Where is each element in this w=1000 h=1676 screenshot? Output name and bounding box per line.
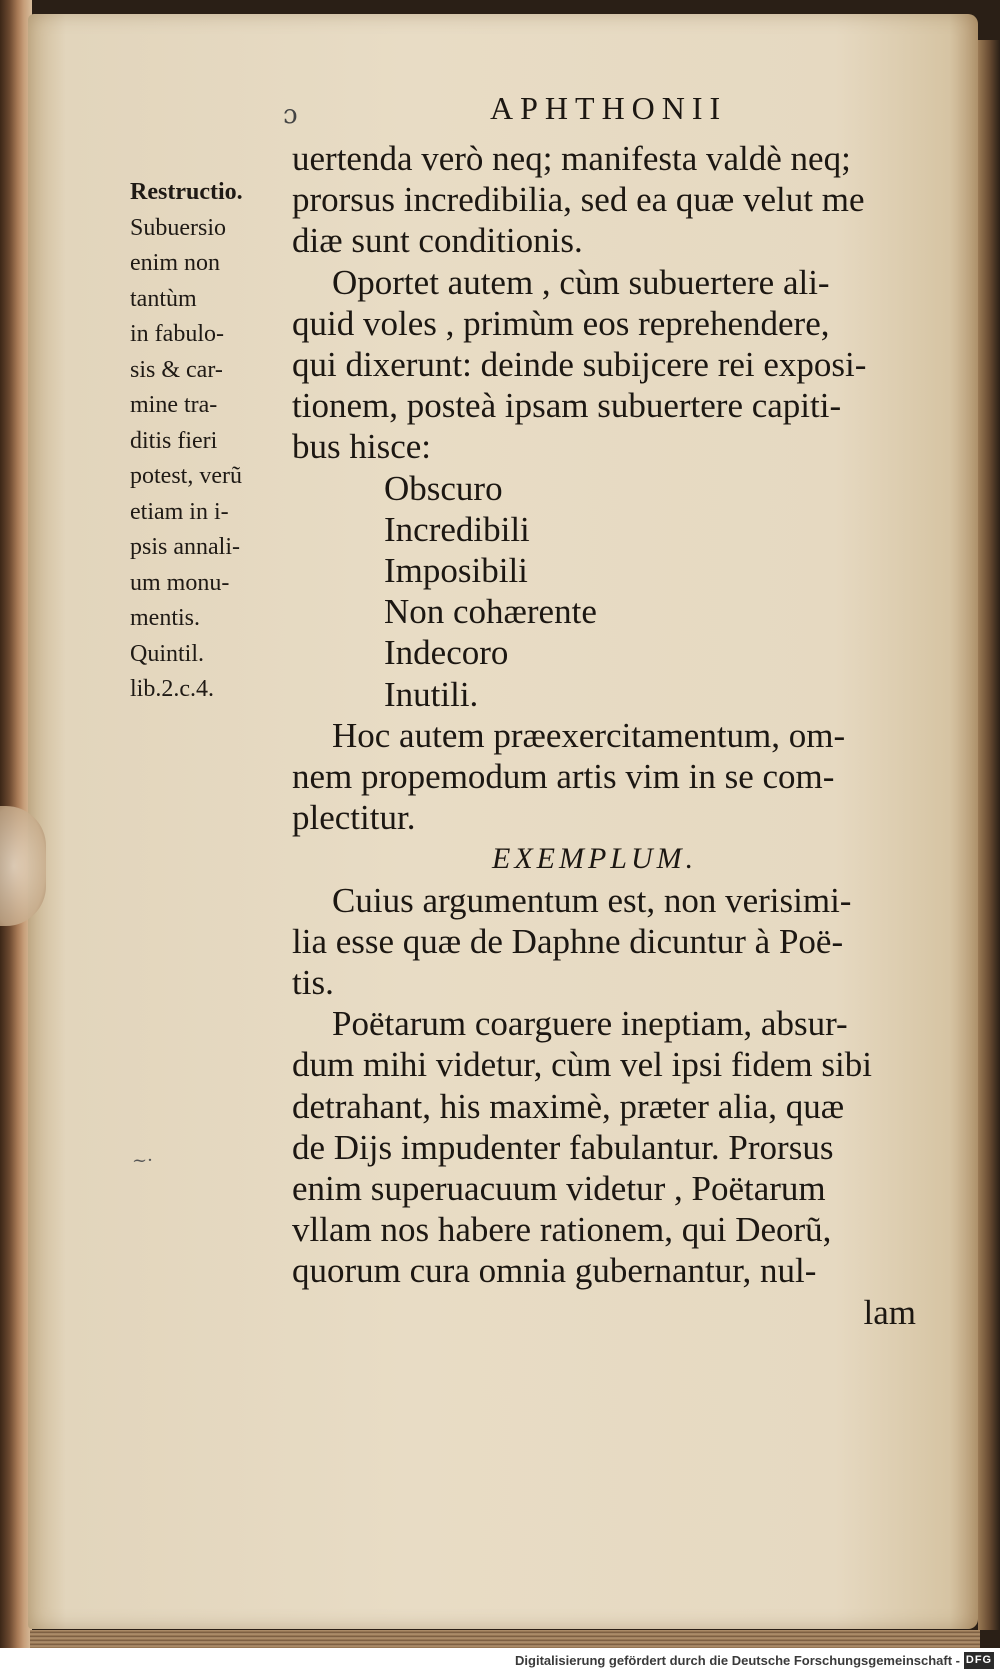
text-line: prorsus incredibilia, sed ea quæ velut me xyxy=(292,180,865,220)
funding-credit: Digitalisierung gefördert durch die Deutsche Forschungsgemeinschaft - xyxy=(515,1653,960,1668)
margin-note-line: psis annali- xyxy=(130,534,240,560)
text-line: bus hisce: xyxy=(292,427,432,467)
margin-note-line: Subuersio xyxy=(130,214,226,241)
margin-note-line: in fabulo- xyxy=(130,321,224,347)
margin-note-line: enim non xyxy=(130,250,220,276)
list-item: Inutili. xyxy=(384,674,479,714)
text-line: tionem, posteà ipsam subuertere capiti- xyxy=(292,386,842,426)
margin-note-line: lib.2.c.4. xyxy=(130,676,214,702)
margin-note-line: mentis. xyxy=(130,605,200,631)
text-line: quorum cura omnia gubernantur, nul- xyxy=(292,1251,817,1291)
text-line: Oportet autem , cùm subuertere ali- xyxy=(332,262,830,302)
text-line: vllam nos habere rationem, qui Deorũ, xyxy=(292,1210,832,1250)
running-head: APHTHONII xyxy=(490,90,728,126)
text-line: detrahant, his maximè, præter alia, quæ xyxy=(292,1086,845,1126)
text-line: Hoc autem præexercitamentum, om- xyxy=(332,715,846,755)
text-line: lia esse quæ de Daphne dicuntur à Poë- xyxy=(292,921,844,961)
text-line: dum mihi videtur, cùm vel ipsi fidem sibi xyxy=(292,1045,872,1085)
margin-note-line: potest, verũ xyxy=(130,463,242,489)
text-line: quid voles , primùm eos reprehendere, xyxy=(292,303,830,343)
margin-note-line: Quintil. xyxy=(130,640,205,667)
text-line: plectitur. xyxy=(292,798,416,838)
page-stack-edge xyxy=(30,1630,980,1648)
page-fore-edge xyxy=(978,40,1000,1630)
margin-note-line: mine tra- xyxy=(130,392,218,418)
margin-note-line: ditis fieri xyxy=(130,427,218,454)
list-item: Imposibili xyxy=(384,551,528,591)
margin-note xyxy=(130,175,290,708)
dfg-logo: DFG xyxy=(964,1652,994,1669)
catchword: lam xyxy=(863,1292,916,1332)
list-item: Non cohærente xyxy=(384,592,597,632)
text-line: diæ sunt conditionis. xyxy=(292,221,583,261)
text-line: nem propemodum artis vim in se com- xyxy=(292,757,835,797)
book-clasp xyxy=(0,806,46,926)
text-line: enim superuacuum videtur , Poëtarum xyxy=(292,1169,826,1209)
text-line: tis. xyxy=(292,963,334,1003)
margin-note-line: sis & car- xyxy=(130,356,223,383)
margin-note-line: tantùm xyxy=(130,285,197,312)
list-item: Indecoro xyxy=(384,633,509,673)
header-ornament: ɔ xyxy=(283,100,298,130)
margin-note-line: um monu- xyxy=(130,569,230,596)
margin-note-line: Restructio. xyxy=(130,179,243,205)
text-line: qui dixerunt: deinde subijcere rei exposi- xyxy=(292,345,867,385)
text-line: uertenda verò neq; manifesta valdè neq; xyxy=(292,139,851,178)
text-line: de Dijs impudenter fabulantur. Prorsus xyxy=(292,1127,834,1167)
main-text-block xyxy=(292,138,922,1333)
text-line: Cuius argumentum est, non verisimi- xyxy=(332,880,852,920)
text-line: Poëtarum coarguere ineptiam, absur- xyxy=(332,1004,848,1044)
section-heading: EXEMPLUM. xyxy=(492,842,698,876)
digitization-footer xyxy=(0,1648,1000,1676)
list-item: Obscuro xyxy=(384,468,503,508)
stray-ink-mark: ~· xyxy=(132,1150,153,1171)
list-item: Incredibili xyxy=(384,509,530,549)
margin-note-line: etiam in i- xyxy=(130,498,229,525)
